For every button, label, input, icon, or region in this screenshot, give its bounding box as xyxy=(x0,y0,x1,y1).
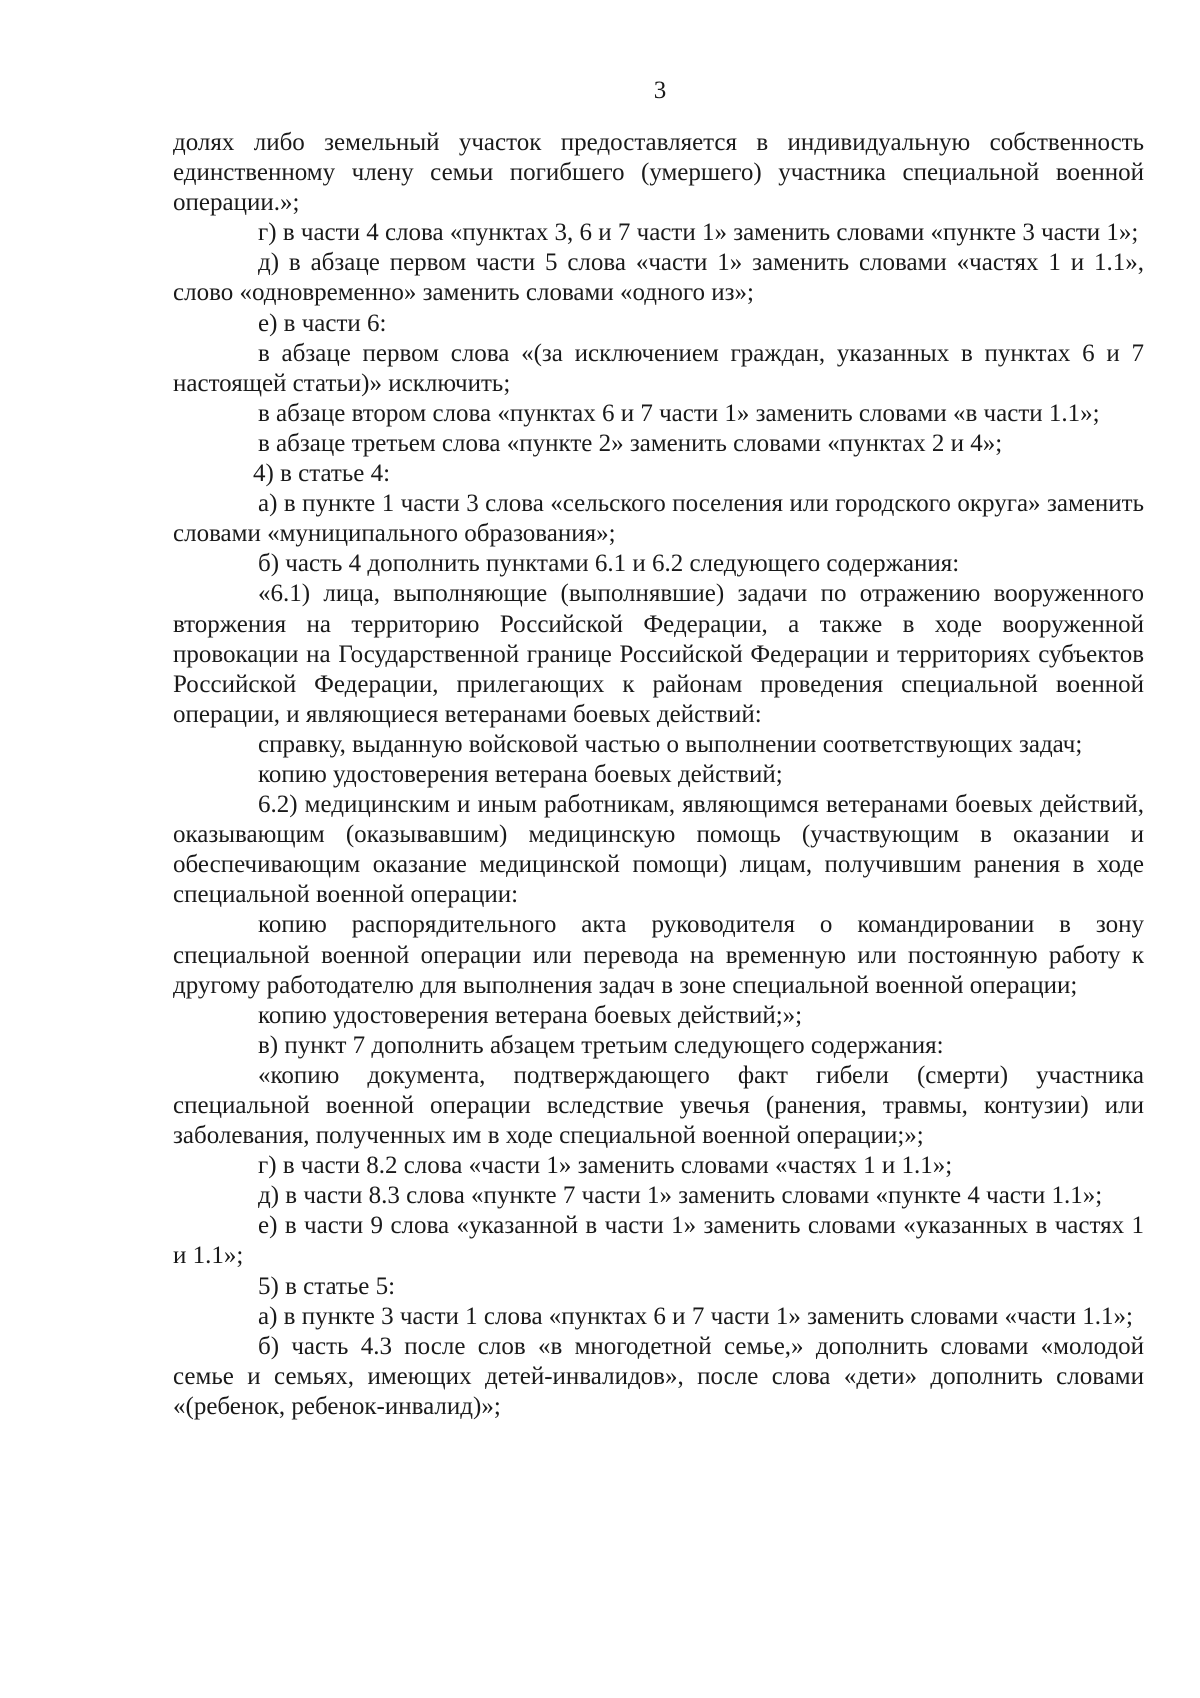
paragraph: в абзаце третьем слова «пункте 2» заменить словами «пунктах 2 и 4»; xyxy=(258,429,1003,457)
paragraph: д) в абзаце первом части 5 слова «части 1» заменить словами «частях 1 и 1.1», слово «одновременно» заменить словами «одного из»; xyxy=(173,249,1144,307)
paragraph: г) в части 4 слова «пунктах 3, 6 и 7 части 1» заменить словами «пункте 3 части 1»; xyxy=(258,219,1139,247)
paragraph: д) в части 8.3 слова «пункте 7 части 1» заменить словами «пункте 4 части 1.1»; xyxy=(258,1182,1103,1210)
paragraph: справку, выданную войсковой частью о выполнении соответствующих задач; xyxy=(258,730,1083,758)
paragraph: б) часть 4.3 после слов «в многодетной семье,» дополнить словами «молодой семье и семьях, имеющих детей-инвалидов», после слова «дети» дополнить словами «(ребенок, ребенок-инвалид)»; xyxy=(173,1332,1144,1420)
paragraph: б) часть 4 дополнить пунктами 6.1 и 6.2 следующего содержания: xyxy=(258,550,960,578)
paragraph: в) пункт 7 дополнить абзацем третьим следующего содержания: xyxy=(258,1031,944,1059)
paragraph: копию удостоверения ветерана боевых действий;»; xyxy=(258,1001,803,1029)
document-body xyxy=(173,128,1144,1422)
paragraph: «6.1) лица, выполняющие (выполнявшие) задачи по отражению вооруженного вторжения на территорию Российской Федерации, а также в ходе вооруженной провокации на Государственной границе Российской Федерации и территориях субъектов Российской Федерации, прилегающих к районам проведения специальной военной операции, и являющиеся ветеранами боевых действий: xyxy=(173,580,1144,728)
paragraph: в абзаце втором слова «пунктах 6 и 7 части 1» заменить словами «в части 1.1»; xyxy=(258,399,1100,427)
paragraph: долях либо земельный участок предоставляется в индивидуальную собственность единственному члену семьи погибшего (умершего) участника специальной военной операции.»; xyxy=(173,129,1144,217)
paragraph: г) в части 8.2 слова «части 1» заменить словами «частях 1 и 1.1»; xyxy=(258,1152,953,1180)
paragraph: «копию документа, подтверждающего факт гибели (смерти) участника специальной военной операции вследствие увечья (ранения, травмы, контузии) или заболевания, полученных им в ходе специальной военной операции;»; xyxy=(173,1061,1144,1150)
paragraph: 5) в статье 5: xyxy=(258,1272,396,1300)
paragraph: е) в части 6: xyxy=(258,309,387,337)
page-number: 3 xyxy=(653,77,667,104)
paragraph: е) в части 9 слова «указанной в части 1» заменить словами «указанных в частях 1 и 1.1»; xyxy=(173,1212,1144,1270)
paragraph: 4) в статье 4: xyxy=(253,460,391,488)
paragraph: копию распорядительного акта руководителя о командировании в зону специальной военной операции или перевода на временную или постоянную работу к другому работодателю для выполнения задач в зоне специальной военной операции; xyxy=(173,911,1144,999)
paragraph: копию удостоверения ветерана боевых действий; xyxy=(258,760,783,788)
paragraph: а) в пункте 3 части 1 слова «пунктах 6 и 7 части 1» заменить словами «части 1.1»; xyxy=(258,1302,1133,1330)
paragraph: 6.2) медицинским и иным работникам, являющимся ветеранами боевых действий, оказывающим (оказывавшим) медицинскую помощь (участвующим в оказании и обеспечивающим оказание медицинской помощи) лицам, получившим ранения в ходе специальной военной операции: xyxy=(173,791,1144,909)
paragraph: в абзаце первом слова «(за исключением граждан, указанных в пунктах 6 и 7 настоящей статьи)» исключить; xyxy=(173,339,1144,397)
paragraph: а) в пункте 1 части 3 слова «сельского поселения или городского округа» заменить словами «муниципального образования»; xyxy=(173,490,1144,548)
